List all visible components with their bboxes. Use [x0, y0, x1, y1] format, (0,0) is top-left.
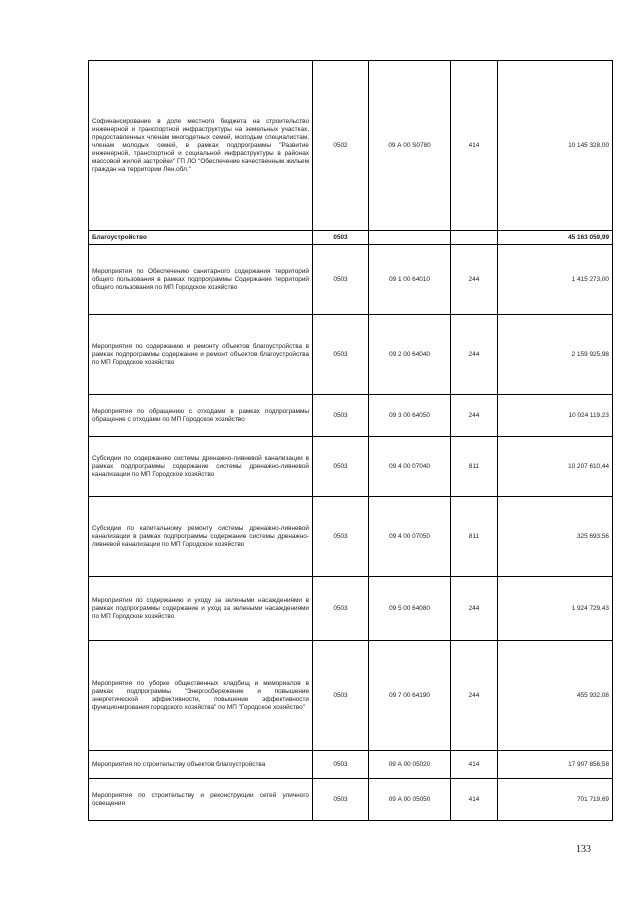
row-section: 0503: [313, 641, 369, 751]
table-row: [89, 779, 613, 821]
row-target: 09 А 00 05050: [369, 779, 451, 821]
row-section: 0503: [313, 577, 369, 641]
row-type: [451, 231, 498, 245]
table-row: [89, 395, 613, 437]
table-row: [89, 751, 613, 779]
table-row: [89, 437, 613, 497]
row-target: [369, 231, 451, 245]
row-type: 811: [451, 497, 498, 577]
row-sum: 455 932,08: [498, 641, 613, 751]
row-name: Мероприятия по уборке общественных кладбищ и мемориалов в рамках подпрограммы "Энергосбережение и повышение энергетической эффективности, повышение эффективности функционирования городского хозяйства" по МП "Городское хозяйство": [89, 641, 313, 751]
row-target: 09 1 00 64010: [369, 245, 451, 315]
row-sum: 10 024 119,23: [498, 395, 613, 437]
row-target: 09 А 00 05020: [369, 751, 451, 779]
table-row: [89, 61, 613, 231]
row-name: Мероприятия по обращению с отходами в рамках подпрограммы обращение с отходами по МП Городское хозяйство: [89, 395, 313, 437]
row-name: Мероприятия по строительству и реконструкции сетей уличного освещения: [89, 779, 313, 821]
row-name: Мероприятия по содержанию и ремонту объектов благоустройства в рамках подпрограммы содержание и ремонт объектов благоустройства по МП Городское хозяйство: [89, 315, 313, 395]
row-section: 0503: [313, 779, 369, 821]
row-name: Мероприятия по строительству объектов благоустройства: [89, 751, 313, 779]
row-sum: 45 163 059,99: [498, 231, 613, 245]
row-target: 09 4 00 07040: [369, 437, 451, 497]
table-row-section: [89, 231, 613, 245]
row-section: 0503: [313, 497, 369, 577]
table-row: [89, 641, 613, 751]
row-name: Субсидии по содержанию системы дренажно-ливневой канализации в рамках подпрограммы содержание системы дренажно-ливневой канализации по МП Городское хозяйство: [89, 437, 313, 497]
row-target: 09 2 00 64040: [369, 315, 451, 395]
row-name: Благоустройство: [89, 231, 313, 245]
row-section: 0503: [313, 395, 369, 437]
row-sum: 17 907 856,58: [498, 751, 613, 779]
row-type: 244: [451, 315, 498, 395]
row-section: 0503: [313, 437, 369, 497]
row-sum: 1 415 273,00: [498, 245, 613, 315]
row-sum: 325 693,56: [498, 497, 613, 577]
row-name: Мероприятия по Обеспечению санитарного содержания территорий общего пользования в рамках подпрограммы Содержание территорий общего пользования по МП Городское хозяйство: [89, 245, 313, 315]
budget-table: [88, 60, 613, 821]
row-sum: 10 207 610,44: [498, 437, 613, 497]
table-row: [89, 497, 613, 577]
row-target: 09 А 00 S0780: [369, 61, 451, 231]
row-type: 414: [451, 61, 498, 231]
row-name: Софинансирование в доле местного бюджета на строительство инженерной и транспортной инфраструктуры на земельных участках, предоставленных членам многодетных семей, молодым специалистам, членам молодых семей, в рамках подпрограммы "Развитие инженерной, транспортной и социальной инфраструктуры в районах массовой жилой застройки" ГП ЛО "Обеспечение качественным жильем граждан на территории Лен.обл.": [89, 61, 313, 231]
row-type: 244: [451, 577, 498, 641]
row-sum: 10 145 328,00: [498, 61, 613, 231]
row-sum: 701 719,69: [498, 779, 613, 821]
row-type: 244: [451, 245, 498, 315]
row-type: 414: [451, 751, 498, 779]
row-sum: 1 924 729,43: [498, 577, 613, 641]
row-name: Субсидии по капитальному ремонту системы дренажно-ливневой канализации в рамках подпрограммы содержание системы дренажно-ливневой канализации по МП Городское хозяйство: [89, 497, 313, 577]
row-type: 414: [451, 779, 498, 821]
row-section: 0503: [313, 245, 369, 315]
row-type: 244: [451, 395, 498, 437]
row-section: 0503: [313, 751, 369, 779]
row-type: 244: [451, 641, 498, 751]
row-sum: 2 159 925,98: [498, 315, 613, 395]
row-section: 0503: [313, 231, 369, 245]
row-section: 0503: [313, 315, 369, 395]
table-row: [89, 577, 613, 641]
row-target: 09 7 00 64190: [369, 641, 451, 751]
row-target: 09 3 00 64050: [369, 395, 451, 437]
row-target: 09 5 00 64080: [369, 577, 451, 641]
page-number: 133: [576, 844, 591, 855]
row-name: Мероприятия по содержанию и уходу за зелеными насаждениями в рамках подпрограммы содержание и уход за зелеными насаждениями по МП Городское хозяйство: [89, 577, 313, 641]
table-row: [89, 315, 613, 395]
row-target: 09 4 00 07050: [369, 497, 451, 577]
table-row: [89, 245, 613, 315]
row-type: 811: [451, 437, 498, 497]
row-section: 0502: [313, 61, 369, 231]
